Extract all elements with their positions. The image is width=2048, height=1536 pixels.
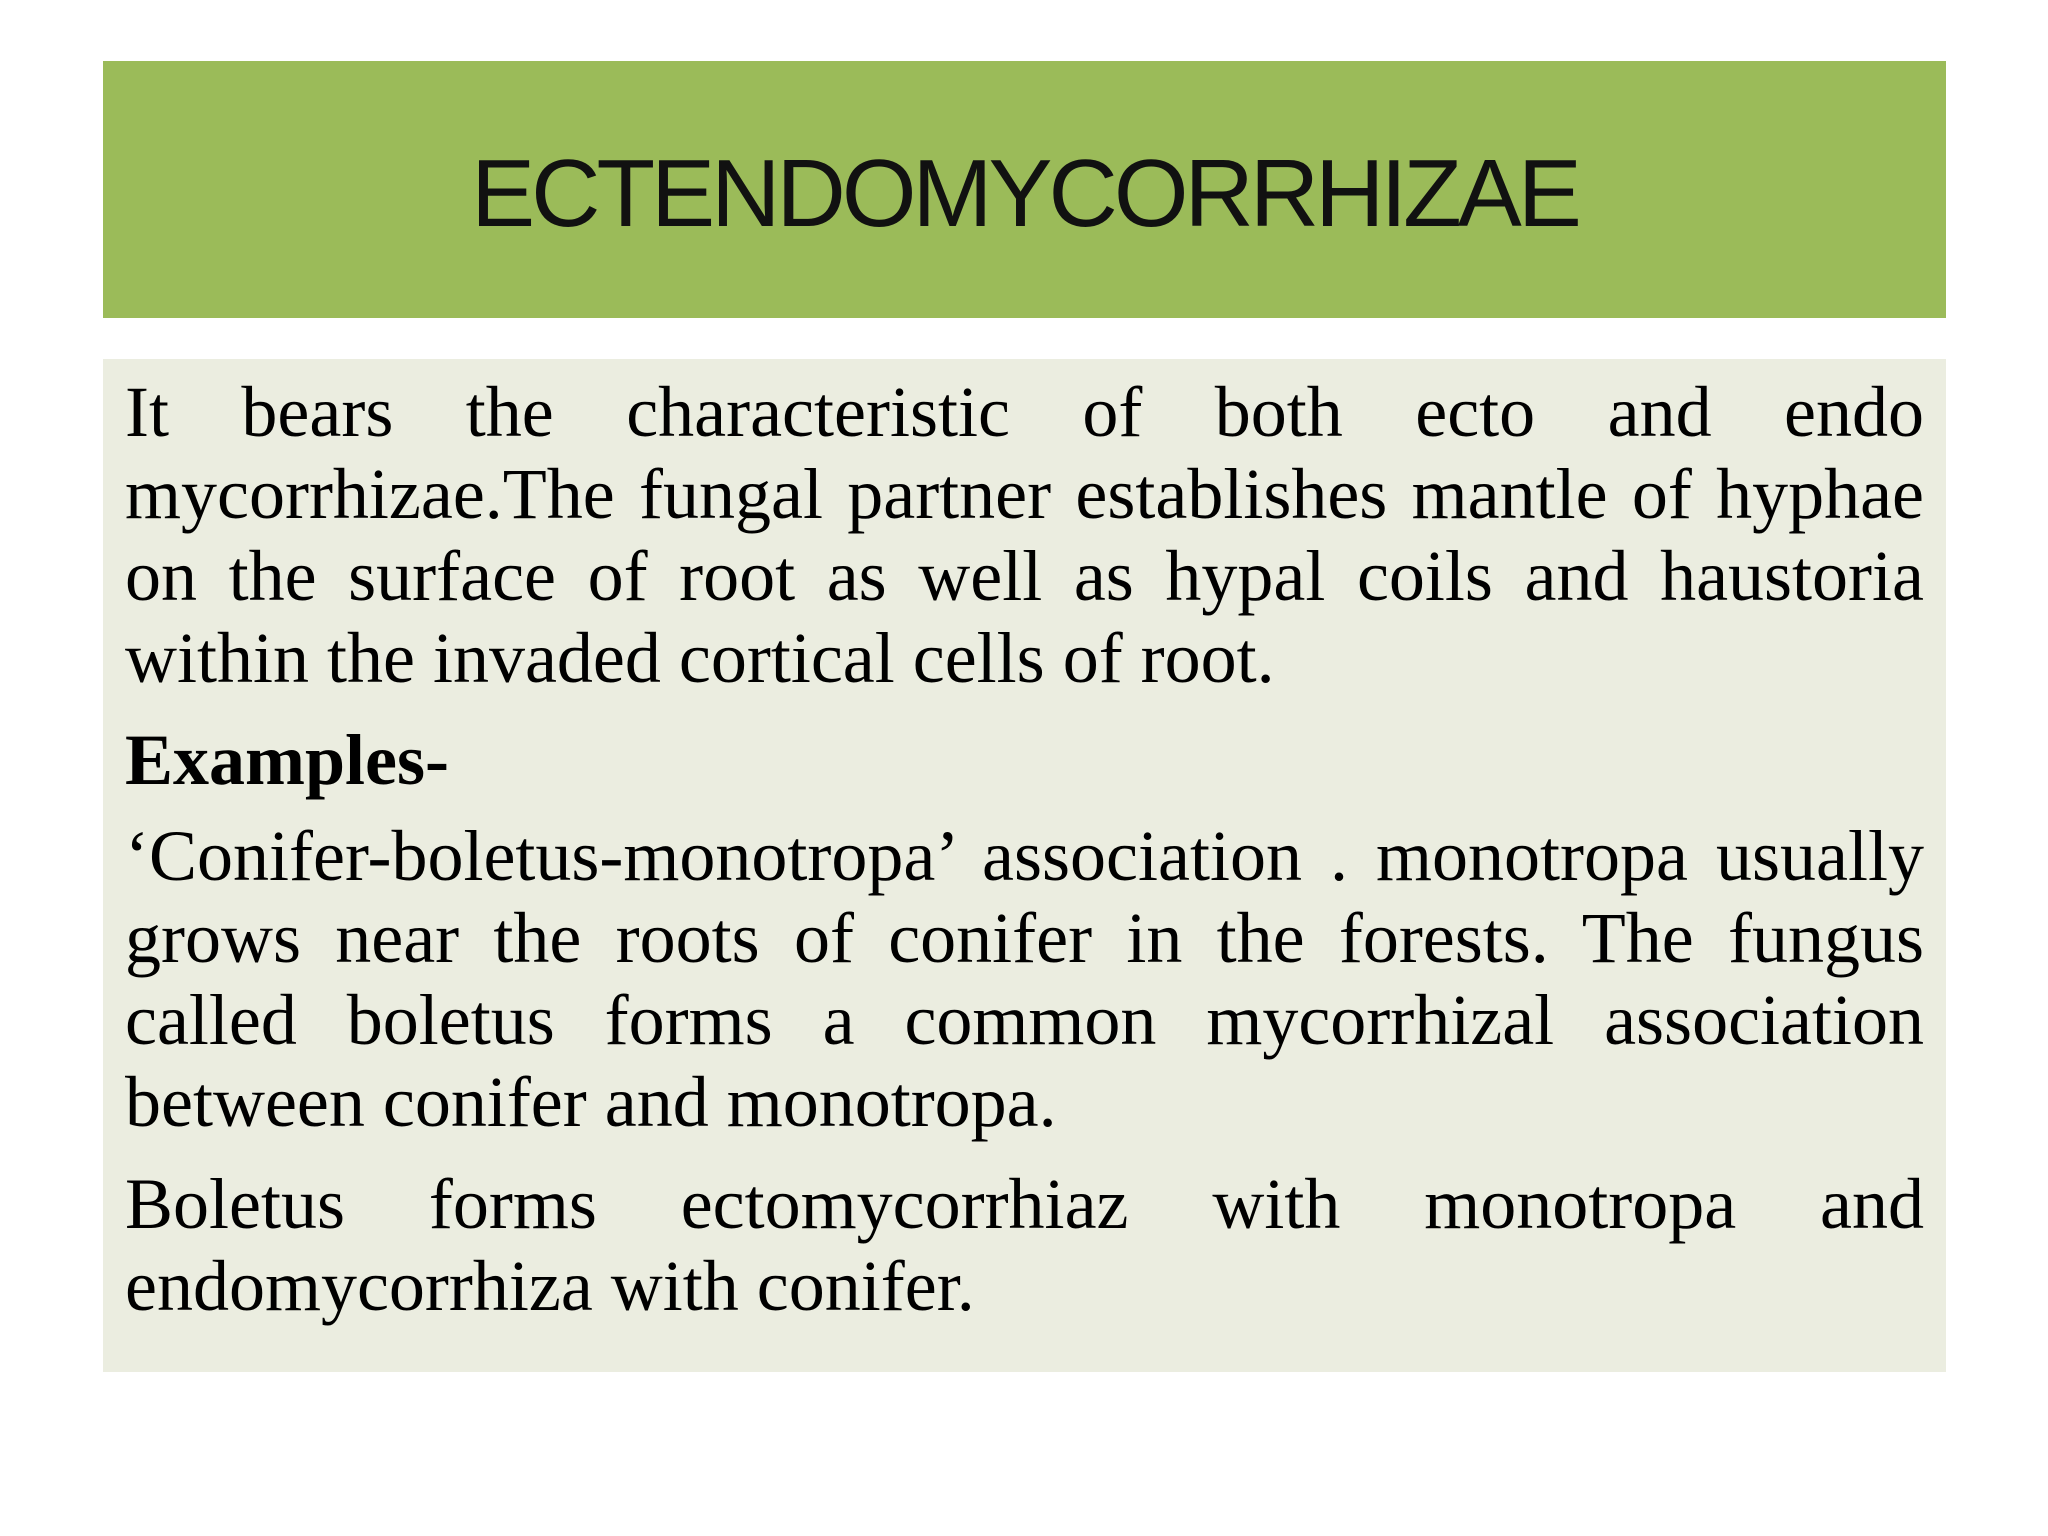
content-box — [103, 359, 1946, 1372]
intro-paragraph: It bears the characteristic of both ecto and endo mycorrhizae.The fungal partner establishes mantle of hyphae on the surface of root as well as hypal coils and haustoria within the invaded cortical cells of root. — [125, 372, 1924, 698]
example-paragraph-2: Boletus forms ectomycorrhiaz with monotropa and endomycorrhiza with conifer. — [125, 1164, 1924, 1326]
examples-heading: Examples- — [125, 720, 449, 800]
example-paragraph-1: ‘Conifer-boletus-monotropa’ association . monotropa usually grows near the roots of conifer in the forests. The fungus called boletus forms a common mycorrhizal association between conifer and monotropa. — [125, 816, 1924, 1142]
title-bar — [103, 61, 1946, 318]
slide-title: ECTENDOMYCORRHIZAE — [471, 139, 1578, 247]
